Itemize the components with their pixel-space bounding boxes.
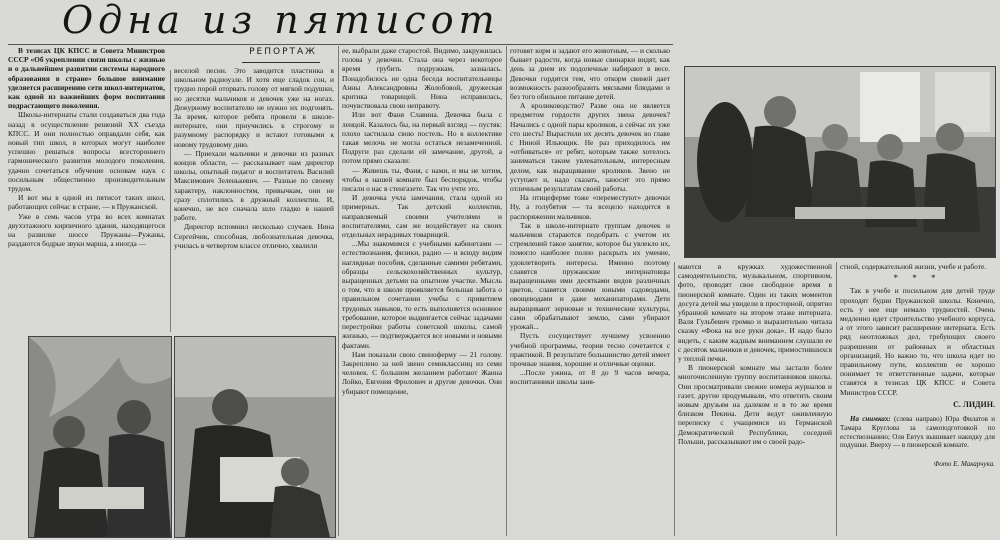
article-paragraph: — Живешь ты, Фаня, с нами, и мы не хотим, чтобы в нашей комнате был беспорядок, чтобы писали о нас в стенгазете. Так что учти это. (342, 165, 502, 194)
article-paragraph: маются в кружках художественной самодеятельности, музыкальном, спортивном, фото, проводят свое свободное время в пионерской комнате. Один из таких моментов досуга детей мы увидели в просторной, опрятно убранной комнате на втором этаже интерната. Валя Гульбевич громко и выразительно читала сказку «Фока на все руки дока». И надо было видеть, с каким жадным вниманием слушали ее с десяток мальчиков и девочек, примостившихся у теплой печки. (678, 262, 832, 364)
photo-self-study (28, 336, 172, 538)
column-5 (678, 262, 832, 538)
article-paragraph: На птицеферме тоже «переместуют» девочки Ну, а голубятня — та всецело находится в распоряжении мальчиков. (510, 193, 670, 221)
article-paragraph: Так в учебе и посильном для детей труде проходят будни Пружанской школы. Конечно, есть у нее еще немало трудностей. Очень медленно идет строительство учебного корпуса, а от этого зависит расширение интерната. Есть ряд неотложных дел, требующих своего разрешения от районных и областных организаций. Но важно то, что школа идет по правильному пути, коллектив ее хорошо понимает те ответственные задачи, которые ставятся в тезисах ЦК КПСС и Совета Министров СССР. (840, 286, 995, 397)
photo-embroidery (174, 336, 336, 538)
article-paragraph: веселой песни. Это заводится пластинка в школьном радиоузле. И хотя еще сладок сон, и трудно порой оторвать голову от мягкой подушки, но десятки мальчиков и девочек уже на ногах. Дежурному воспитателю не нужно их подгонять. За время, которое ребята провели в школе-интернате, они приучились к строгому и разумному распорядку и встают готовыми к новому трудовому дню. (174, 66, 334, 149)
column-1 (8, 46, 165, 334)
caption-lead: На снимках: (850, 415, 891, 424)
article-paragraph: готовят корм и задают его животным, — и сколько бывает радости, когда новые свинарки видят, как день за днем их подопечные набирают в весе. Девочки гордятся тем, что откорм свиней дает возможность разнообразить мясными блюдами и без того обильное питание детей. (510, 46, 670, 102)
column-divider (836, 262, 837, 536)
article-paragraph: Нам показали свою свиноферму — 21 голову. Закреплено за ней звено семиклассниц из семи человек. С большим желанием работают Жанна Лойко, Евгения Фролович и другие девочки. Они убирают помещение, (342, 349, 502, 396)
rubric-rule (242, 62, 320, 63)
column-6 (840, 262, 995, 538)
article-paragraph: — Приехали мальчики и девочки из разных концов области, — рассказывает нам директор школы, опытный педагог и воспитатель Василий Максимович Зеленькевич. — Разные по своему характеру, наклонностям, привычкам, они не сразу сплотились в дружный коллектив. И, конечно, не все сначала шло гладко в нашей работе. (174, 148, 334, 223)
article-paragraph: ее, выбрали даже старостой. Видимо, закружилась голова у девочки. Стала она через некоторое время грубить подружкам, зазналась. Понадобилось не одна беседа воспитательницы Анны Александровны Жолобовой, дружеская критика товарищей. Нина исправилась, почувствовала свою неправоту. (342, 46, 502, 111)
column-2 (174, 66, 334, 334)
article-paragraph: И вот мы в одной из пятисот таких школ, работающих сейчас в стране, — в Пружанской. (8, 193, 165, 212)
headline-rule (8, 44, 673, 45)
column-4 (510, 46, 670, 538)
article-paragraph: В пионерской комнате мы застали более многочисленную группу воспитанников школы. Они просматривали свежие номера журналов и газет, другие продумывали, что ответить своим новым друзьям на далеком и в то же время близком Пекина. Дети ведут оживленную переписку с учащимися из Германской Демократической Республики, соседней Польши, рассказывают им о своей радо- (678, 363, 832, 446)
article-paragraph: Школы-интернаты стали создаваться два года назад в осуществление решений XX съезда КПСС. И они полностью оправдали себя, как новый тип школ, в которых могут наиболее успешно решаться вопросы всестороннего гармонического развития молодого поколения, удачно сочетаться обучение основам наук с посильным общественно производительным трудом. (8, 110, 165, 194)
photo-pioneer-room-image (685, 67, 995, 257)
photo-self-study-image (29, 337, 171, 537)
article-paragraph: ...После ужина, от 8 до 9 часов вечера, воспитанники школы заня- (510, 368, 670, 387)
article-paragraph: Директор вспомнил несколько случаев. Нина Сергейчик, способная, любознательная девочка, училась в четвертом классе отлично, хвалили (174, 222, 334, 250)
article-paragraph: Уже в семь часов утра во всех комнатах двухэтажного кирпичного здания, находящегося на развилке шоссе Пружаны—Ружаны, раздаются бодрые звуки марша, а иногда — (8, 211, 165, 249)
headline: Одна из пятисот (62, 0, 500, 42)
photo-embroidery-image (175, 337, 335, 537)
article-paragraph: ...Мы знакомимся с учебными кабинетами — естествознания, физики, радио — и всюду видим наглядные пособия, сделанные самими ребятами, образцы сельскохозяйственных культур, выращенных детьми на опытном участке. Мысль о том, что в школе проявляется большая забота о правильном сочетании учебы с привитием трудовых навыков, то есть выполняется основное требование, которое выдвигается сейчас задачами перестройки работы советской школы, самой жизнью, — подтверждается все новыми и новыми фактами. (342, 239, 502, 350)
photo-credit: Фото Е. Макарчука. (933, 460, 995, 469)
column-divider (674, 262, 675, 536)
article-paragraph: Пусть сосуществует лучшему усвоению учебной программы, теория тесно сочетается с практикой. В результате большинство детей имеет прочные знания, хорошие и отличные оценки. (510, 331, 670, 368)
column-3 (342, 46, 502, 538)
rubric-label: РЕПОРТАЖ (249, 47, 317, 57)
section-separator: * * * (893, 273, 942, 284)
intro-paragraph: В тезисах ЦК КПСС и Совета Министров СССР «Об укреплении связи школы с жизнью и о дальнейшем развитии системы народного образования в стране» большое внимание уделяется расширению сети школ-интернатов, как одной из важнейших форм воспитания подрастающего поколения. (8, 46, 165, 111)
article-paragraph: А кролиководство? Разве она не является предметом гордости других звена девочек? Начались с одной пары кроликов, а сейчас их уже сто шесть! Вырастили их десять девочек во главе с Ниной Ильющик. Не раз приходилось им «отбиваться» от ребят, которым также хотелось заниматься таким увлекательным, интересным делом, как выращивание кроликов. Звено не уступает и, надо сказать, заносит это прямо отличным результатам своей работы. (510, 101, 670, 194)
photo-caption (840, 415, 995, 450)
column-divider (338, 46, 339, 536)
article-paragraph: стной, содержательной жизни, учебе и работе. (840, 262, 987, 271)
article-paragraph: Так в школе-интернате группам девочек и мальчиков стараются подобрать с учетом их стремлений такое занятие, которое бы увлекло их, помогло наиболее полно раскрыть их умение, удовлетворить интересы. Именно поэтому славятся пружанские интернатовцы выращенными ими десятками видов различных цветов, славятся своими юными садоводами, овощеводами и даже механизаторами. Дети выращивают зерновые и технические культуры, сами обрабатывают землю, сами убирают урожай... (510, 220, 670, 332)
caption-text: (слева направо) Юра Филатов и Тамара Круглова за самоподготовкой по естествознанию; Оля Евтух вышивает накидку для подушки. Вверху — в пионерской комнате. (840, 415, 995, 450)
photo-pioneer-room (684, 66, 996, 258)
article-paragraph: Или вот Фаня Славина. Девочка была с ленцой. Казалось бы, на первый взгляд — пустяк: плохо застилала свою постель. Но в коллективе такая мелочь не могла остаться незамеченной. Подруги раз сделали ей замечание, другой, а потом прямо сказали: (342, 110, 502, 166)
article-paragraph: И девочка учла замечания, стала одной из примерных. Так детский коллектив, направляемый своими учителями и воспитателями, сам же воздействует на своих отдельных нерадивых товарищей. (342, 193, 502, 240)
column-divider (506, 46, 507, 536)
column-divider (170, 70, 171, 332)
author-signature: С. ЛИДИН. (953, 399, 995, 409)
